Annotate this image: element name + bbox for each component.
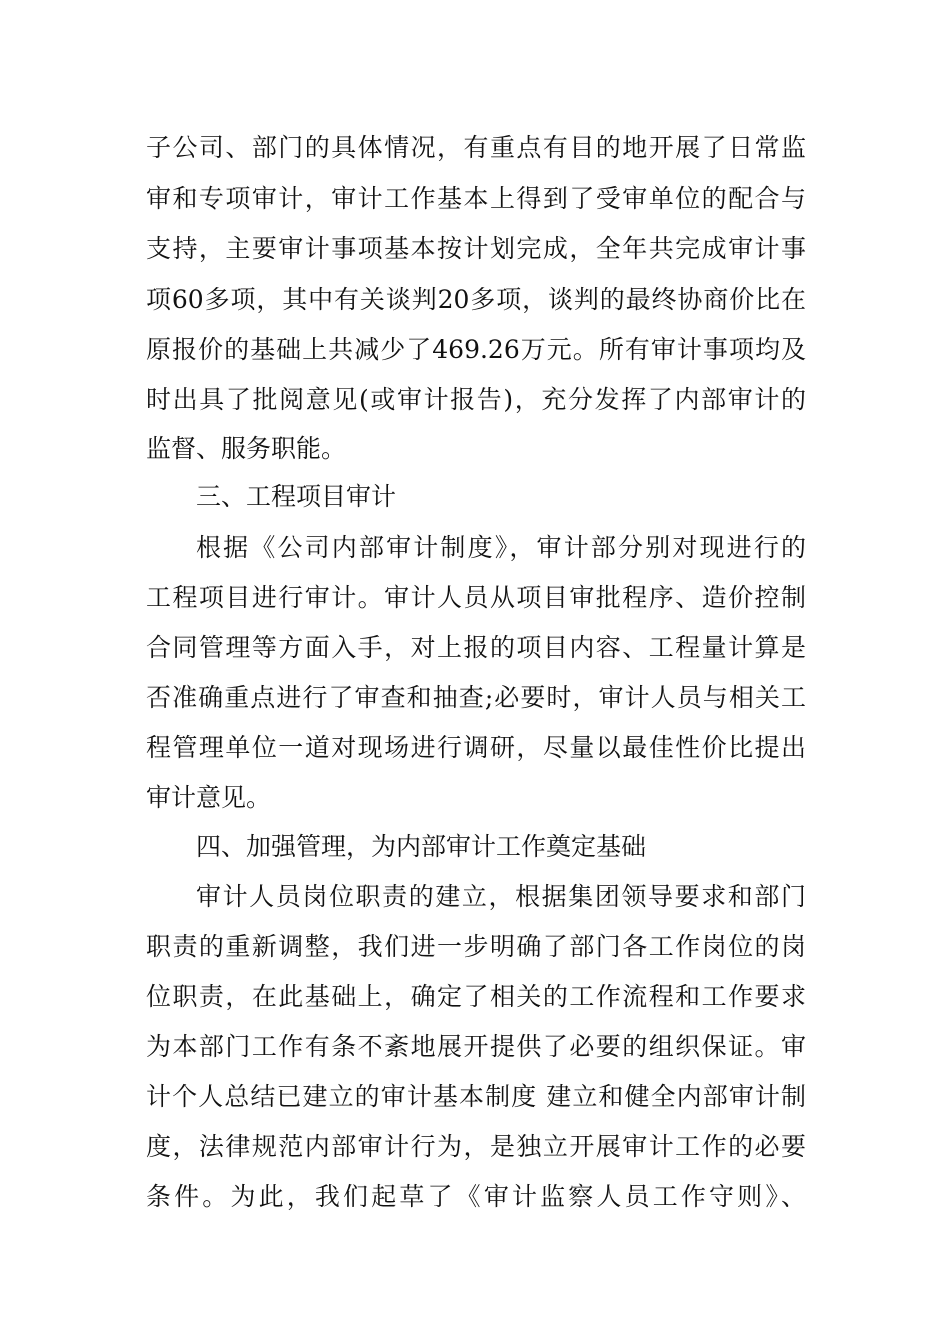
paragraph-line: 程管理单位一道对现场进行调研，尽量以最佳性价比提出 [146,733,806,762]
paragraph-line: 原报价的基础上共减少了469.26万元。所有审计事项均及 [146,335,806,364]
paragraph-line: 否准确重点进行了审查和抽查;必要时，审计人员与相关工 [146,683,806,712]
paragraph-line: 时出具了批阅意见(或审计报告)，充分发挥了内部审计的 [146,385,806,414]
paragraph-line: 为本部门工作有条不紊地展开提供了必要的组织保证。审 [146,1032,806,1061]
paragraph-line: 审和专项审计，审计工作基本上得到了受审单位的配合与 [146,184,806,213]
paragraph-line: 工程项目进行审计。审计人员从项目审批程序、造价控制 [146,583,806,612]
paragraph-line: 审计意见。 [146,783,272,812]
section-heading: 四、加强管理，为内部审计工作奠定基础 [196,832,647,861]
paragraph-line: 合同管理等方面入手，对上报的项目内容、工程量计算是 [146,633,806,662]
paragraph-line: 计个人总结已建立的审计基本制度 建立和健全内部审计制 [146,1082,806,1111]
paragraph-line: 度，法律规范内部审计行为，是独立开展审计工作的必要 [146,1132,806,1161]
paragraph-line: 根据《公司内部审计制度》，审计部分别对现进行的 [196,533,806,562]
paragraph-line: 支持，主要审计事项基本按计划完成，全年共完成审计事 [146,234,806,263]
paragraph-line: 职责的重新调整，我们进一步明确了部门各工作岗位的岗 [146,932,806,961]
paragraph-line: 项60多项，其中有关谈判20多项，谈判的最终协商价比在 [146,285,806,314]
paragraph-line: 位职责，在此基础上，确定了相关的工作流程和工作要求 [146,982,806,1011]
section-heading: 三、工程项目审计 [196,482,397,511]
paragraph-line: 条件。为此，我们起草了《审计监察人员工作守则》、 [146,1182,806,1211]
paragraph-line: 子公司、部门的具体情况，有重点有目的地开展了日常监 [146,133,806,162]
paragraph-line: 审计人员岗位职责的建立，根据集团领导要求和部门 [196,882,806,911]
paragraph-line: 监督、服务职能。 [146,434,347,463]
